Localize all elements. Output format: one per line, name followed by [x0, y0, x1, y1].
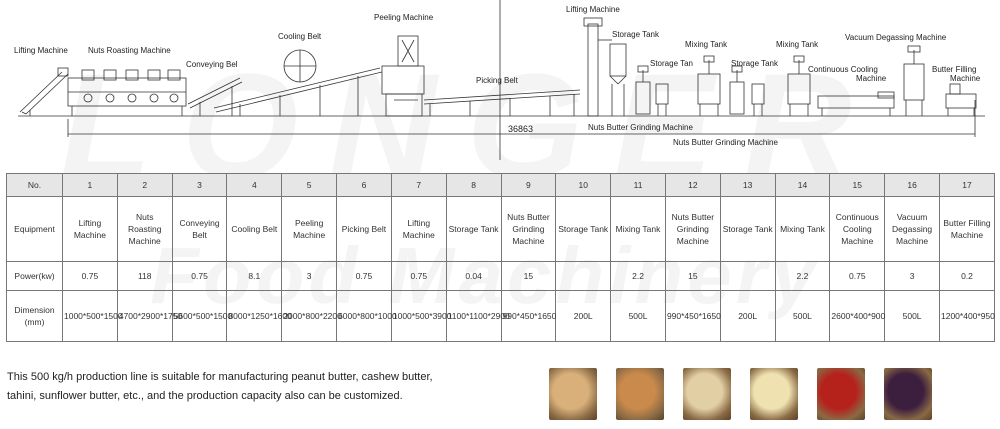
row-power: [7, 262, 995, 291]
table-cell: [720, 262, 775, 291]
table-cell: Storage Tank: [446, 197, 501, 262]
equipment-spec-table: [6, 173, 995, 342]
table-cell: Lifting Machine: [63, 197, 118, 262]
row-header: Equipment: [7, 197, 63, 262]
label-lifting-machine: Lifting Machine: [14, 46, 68, 55]
production-line-description: This 500 kg/h production line is suitable for manufacturing peanut butter, cashew butter, tahini, sunflower butter, etc., and the production capacity also can be customized.: [7, 371, 433, 402]
table-cell: 16: [885, 174, 940, 197]
picking-belt-drawing: [424, 90, 580, 116]
table-cell: 0.75: [337, 262, 392, 291]
table-cell: 2600*400*900: [830, 291, 885, 342]
table-cell: 3: [885, 262, 940, 291]
table-cell: 500L: [885, 291, 940, 342]
product-image-tahini: [683, 368, 731, 420]
table-cell: Vacuum Degassing Machine: [885, 197, 940, 262]
product-thumbnails: [549, 368, 939, 423]
table-cell: Conveying Belt: [172, 197, 227, 262]
row-number: [7, 174, 995, 197]
table-cell: Storage Tank: [556, 197, 611, 262]
table-cell: 2.2: [775, 262, 830, 291]
label-nuts-roasting-machine: Nuts Roasting Machine: [88, 46, 171, 55]
table-cell: 13: [720, 174, 775, 197]
row-header: Dimension (mm): [7, 291, 63, 342]
table-cell: 1: [63, 174, 118, 197]
table-cell: 14: [775, 174, 830, 197]
table-cell: 8: [446, 174, 501, 197]
table-cell: 4: [227, 174, 282, 197]
table-cell: 6000*800*1000: [337, 291, 392, 342]
table-cell: Mixing Tank: [775, 197, 830, 262]
table-cell: 15: [501, 262, 556, 291]
dimension-total-length: 36863: [508, 124, 534, 134]
label-conveying-belt: Conveying Bel: [186, 60, 238, 69]
row-equipment: [7, 197, 995, 262]
table-cell: 17: [940, 174, 995, 197]
table-cell: 15: [830, 174, 885, 197]
table-cell: 4700*2900*1750: [117, 291, 172, 342]
grinding-machine-2-drawing: [730, 66, 744, 114]
label-mixing-tank-1: Mixing Tank: [685, 40, 728, 49]
lifting-machine-drawing: [20, 68, 68, 116]
table-cell: 6: [337, 174, 392, 197]
row-header: Power(kw): [7, 262, 63, 291]
table-cell: 0.75: [391, 262, 446, 291]
table-cell: 2.2: [611, 262, 666, 291]
table-cell: Nuts Roasting Machine: [117, 197, 172, 262]
table-cell: 0.2: [940, 262, 995, 291]
table-cell: 5600*500*1500: [172, 291, 227, 342]
label-storage-tank-1: Storage Tank: [612, 30, 659, 39]
table-cell: 10: [556, 174, 611, 197]
label-mixing-tank-2: Mixing Tank: [776, 40, 819, 49]
table-cell: 7: [391, 174, 446, 197]
table-cell: 500L: [775, 291, 830, 342]
roasting-machine-drawing: [68, 70, 186, 116]
row-dimension: [7, 291, 995, 342]
table-cell: Nuts Butter Grinding Machine: [665, 197, 720, 262]
table-cell: 5: [282, 174, 337, 197]
table-cell: Nuts Butter Grinding Machine: [501, 197, 556, 262]
table-cell: 8000*1250*1600: [227, 291, 282, 342]
peeling-machine-drawing: [382, 36, 424, 116]
table-cell: 0.75: [63, 262, 118, 291]
table-cell: 8.1: [227, 262, 282, 291]
label-cooling-belt: Cooling Belt: [278, 32, 322, 41]
label-storage-tank-2: Storage Tan: [650, 59, 693, 68]
table-cell: Cooling Belt: [227, 197, 282, 262]
label-continuous-cooling-line2: Machine: [856, 74, 887, 83]
lifting-machine-2-drawing: [584, 18, 612, 116]
label-peeling-machine: Peeling Machine: [374, 13, 434, 22]
mixing-tank-2-drawing: [788, 56, 810, 116]
product-image-peanut-butter: [549, 368, 597, 420]
table-cell: 500L: [611, 291, 666, 342]
table-cell: Lifting Machine: [391, 197, 446, 262]
table-cell: 0.04: [446, 262, 501, 291]
label-butter-filling-line2: Machine: [950, 74, 981, 83]
table-cell: Continuous Cooling Machine: [830, 197, 885, 262]
table-cell: 1000*500*3900: [391, 291, 446, 342]
table-cell: 1200*400*950: [940, 291, 995, 342]
label-storage-tank-3: Storage Tank: [731, 59, 778, 68]
label-picking-belt: Picking Belt: [476, 76, 518, 85]
vacuum-degassing-drawing: [904, 46, 924, 116]
continuous-cooling-drawing: [818, 92, 894, 116]
grinding-machine-1-drawing: [636, 66, 650, 114]
table-cell: Peeling Machine: [282, 197, 337, 262]
mixing-tank-1-drawing: [698, 56, 720, 116]
table-cell: 118: [117, 262, 172, 291]
storage-tank-2-drawing: [656, 84, 668, 116]
table-cell: Picking Belt: [337, 197, 392, 262]
label-vacuum-degassing: Vacuum Degassing Machine: [845, 33, 947, 42]
storage-tank-1-drawing: [610, 44, 626, 116]
table-cell: 1100*1100*2900: [446, 291, 501, 342]
table-cell: 1000*500*1500: [63, 291, 118, 342]
label-grinding-below: Nuts Butter Grinding Machine: [673, 138, 778, 147]
label-lifting-machine-2: Lifting Machine: [566, 5, 620, 14]
butter-filling-drawing: [946, 84, 976, 116]
product-image-chili-sauce: [817, 368, 865, 420]
conveying-belt-drawing: [188, 78, 242, 116]
production-line-diagram: [0, 0, 1000, 160]
table-cell: 200L: [720, 291, 775, 342]
table-cell: 9: [501, 174, 556, 197]
table-cell: Butter Filling Machine: [940, 197, 995, 262]
table-cell: 200L: [556, 291, 611, 342]
table-cell: 990*450*1650: [665, 291, 720, 342]
table-cell: 11: [611, 174, 666, 197]
table-cell: 15: [665, 262, 720, 291]
table-cell: 0.75: [830, 262, 885, 291]
label-butter-filling-line1: Butter Filling: [932, 65, 977, 74]
product-image-berry-jam: [884, 368, 932, 420]
table-cell: 0.75: [172, 262, 227, 291]
label-continuous-cooling-line1: Continuous Cooling: [808, 65, 878, 74]
label-grinding-inline: Nuts Butter Grinding Machine: [588, 123, 693, 132]
table-cell: Mixing Tank: [611, 197, 666, 262]
table-cell: 3: [172, 174, 227, 197]
table-cell: 3: [282, 262, 337, 291]
table-cell: 990*450*1650: [501, 291, 556, 342]
row-header: No.: [7, 174, 63, 197]
table-cell: 12: [665, 174, 720, 197]
table-cell: 2: [117, 174, 172, 197]
table-cell: 2000*800*2200: [282, 291, 337, 342]
product-image-sunflower-butter: [750, 368, 798, 420]
product-image-cashew-butter: [616, 368, 664, 420]
table-cell: [556, 262, 611, 291]
storage-tank-3-drawing: [752, 84, 764, 116]
table-cell: Storage Tank: [720, 197, 775, 262]
